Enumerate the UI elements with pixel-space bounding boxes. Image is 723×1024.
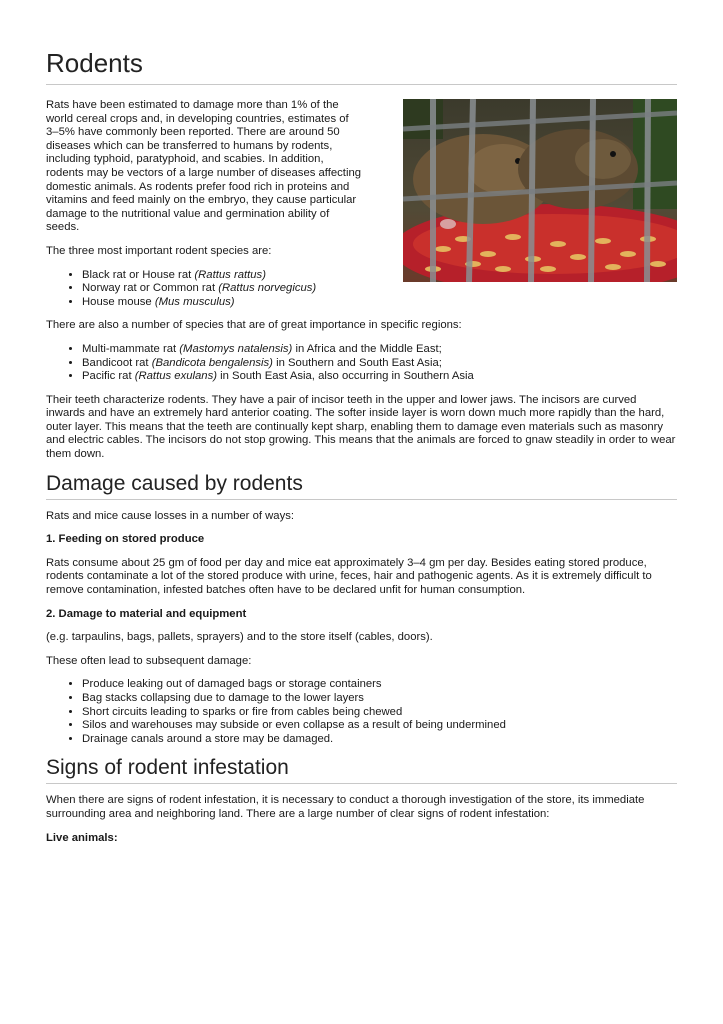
signs-heading: Signs of rodent infestation [46,756,677,784]
damage-heading: Damage caused by rodents [46,472,677,500]
signs-paragraph: When there are signs of rodent infestation, it is necessary to conduct a thorough investigation of the store, its immediate surrounding area and neighboring land. There are a large number of clear signs of rodent infestation: [46,794,645,820]
species-intro: The three most important rodent species are: [46,244,272,257]
damage-subheading-1: 1. Feeding on stored produce [46,533,205,546]
damage-subheading-2: 2. Damage to material and equipment [46,607,247,620]
list-item: • Multi-mammate rat (Mastomys natalensis) in Africa and the Middle East; [82,343,677,357]
rat-in-cage-image [403,99,677,282]
list-item: • Drainage canals around a store may be damaged. [82,733,677,747]
live-animals-subheading: Live animals: [46,831,118,844]
list-item: • Pacific rat (Rattus exulans) in South East Asia, also occurring in Southern Asia [82,370,677,384]
regional-species-list [46,343,677,384]
damage-paragraph-1: Rats consume about 25 gm of food per day and mice eat approximately 3–4 gm per day. Besides eating stored produce, rodents contaminate a lot of the stored produce with urine, feces, hair and pathogenic agents. As it is extremely difficult to remove contamination, infested batches often have to be declared unfit for human consumption. [46,556,652,597]
list-item: • Silos and warehouses may subside or even collapse as a result of being undermined [82,719,677,733]
subsequent-damage-list [46,678,677,746]
list-item: • Norway rat or Common rat (Rattus norvegicus) [82,282,677,296]
list-item: • Short circuits leading to sparks or fire from cables being chewed [82,706,677,720]
list-item: • Produce leaking out of damaged bags or storage containers [82,678,677,692]
rat-photo [403,99,677,282]
list-item: • Bandicoot rat (Bandicota bengalensis) in Southern and South East Asia; [82,357,677,371]
regional-intro: There are also a number of species that are of great importance in specific regions: [46,319,462,332]
page-title: Rodents [46,48,677,85]
intro-section [46,99,677,309]
list-item: • Bag stacks collapsing due to damage to the lower layers [82,692,677,706]
damage-intro: Rats and mice cause losses in a number of ways: [46,509,295,522]
teeth-paragraph: Their teeth characterize rodents. They have a pair of incisor teeth in the upper and lower jaws. The incisors are curved inwards and have an extremely hard anterior coating. The softer inside layer is worn down much more rapidly than the hard, outer layer. This means that the teeth are continually kept sharp, enabling them to damage even materials such as masonry and electric cables. The incisors do not stop growing. This means that the animals are forced to gnaw steadily in order to wear them down. [46,393,676,461]
damage-paragraph-2: (e.g. tarpaulins, bags, pallets, sprayers) and to the store itself (cables, doors). [46,631,433,644]
list-item: • House mouse (Mus musculus) [82,296,677,310]
list-item: • Black rat or House rat (Rattus rattus) [82,269,677,283]
intro-paragraph: Rats have been estimated to damage more than 1% of the world cereal crops and, in developing countries, estimates of 3–5% have commonly been reported. There are around 50 diseases which can be transferred to humans by rodents, including typhoid, paratyphoid, and scabies. In addition, rodents may be vectors of a large number of diseases affecting domestic animals. As rodents prefer food rich in proteins and vitamins and feed mainly on the embryo, they cause particular damage to the nutritional value and germination ability of seeds. [46,99,362,234]
subsequent-intro: These often lead to subsequent damage: [46,654,252,667]
